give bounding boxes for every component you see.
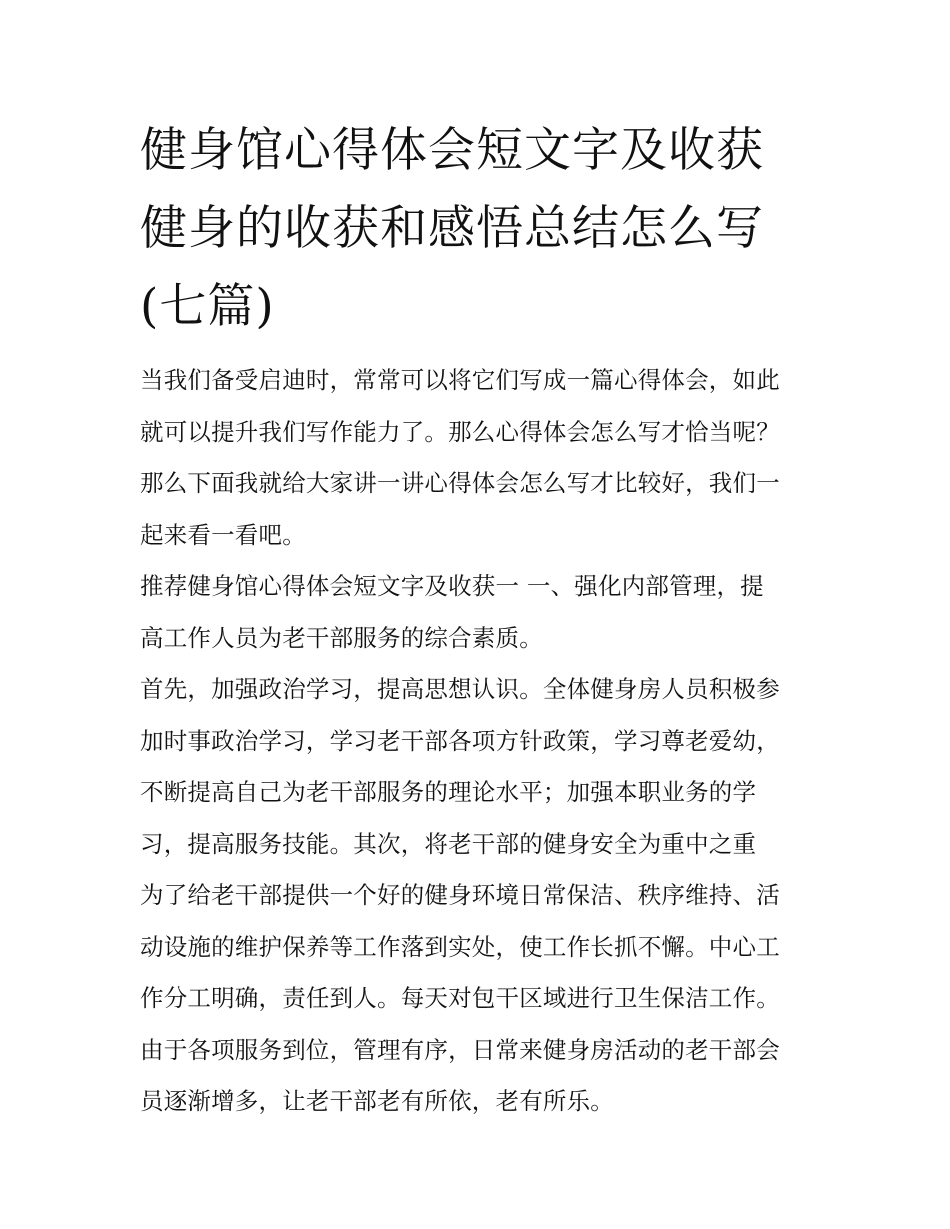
- title-line-3: (七篇): [140, 279, 275, 334]
- text-line: 加时事政治学习，学习老干部各项方针政策，学习尊老爱幼，: [140, 726, 780, 755]
- text-line: 动设施的维护保养等工作落到实处，使工作长抓不懈。中心工: [140, 932, 780, 961]
- text-line: 起来看一看吧。: [140, 520, 306, 549]
- text-line: 员逐渐增多，让老干部老有所依，老有所乐。: [140, 1087, 614, 1115]
- text-line: 由于各项服务到位，管理有序，日常来健身房活动的老干部会: [140, 1035, 780, 1064]
- text-line: 当我们备受启迪时，常常可以将它们写成一篇心得体会，如此: [140, 366, 780, 394]
- text-line: 推荐健身馆心得体会短文字及收获一 一、强化内部管理，提: [140, 572, 764, 600]
- title-line-1: 健身馆心得体会短文字及收获: [140, 123, 764, 178]
- text-line: 习，提高服务技能。其次，将老干部的健身安全为重中之重: [140, 829, 757, 858]
- body-text: [140, 355, 830, 1128]
- text-line: 就可以提升我们写作能力了。那么心得体会怎么写才恰当呢？: [140, 417, 780, 446]
- page-title: [140, 112, 820, 346]
- text-line: 那么下面我就给大家讲一讲心得体会怎么写才比较好，我们一: [140, 469, 780, 497]
- text-line: 首先，加强政治学习，提高思想认识。全体健身房人员积极参: [140, 675, 780, 703]
- text-line: 作分工明确，责任到人。每天对包干区域进行卫生保洁工作。: [140, 984, 780, 1012]
- text-line: 为了给老干部提供一个好的健身环境日常保洁、秩序维持、活: [140, 881, 780, 909]
- title-line-2: 健身的收获和感悟总结怎么写: [140, 201, 764, 256]
- text-line: 高工作人员为老干部服务的综合素质。: [140, 623, 543, 652]
- text-line: 不断提高自己为老干部服务的理论水平；加强本职业务的学: [140, 778, 757, 806]
